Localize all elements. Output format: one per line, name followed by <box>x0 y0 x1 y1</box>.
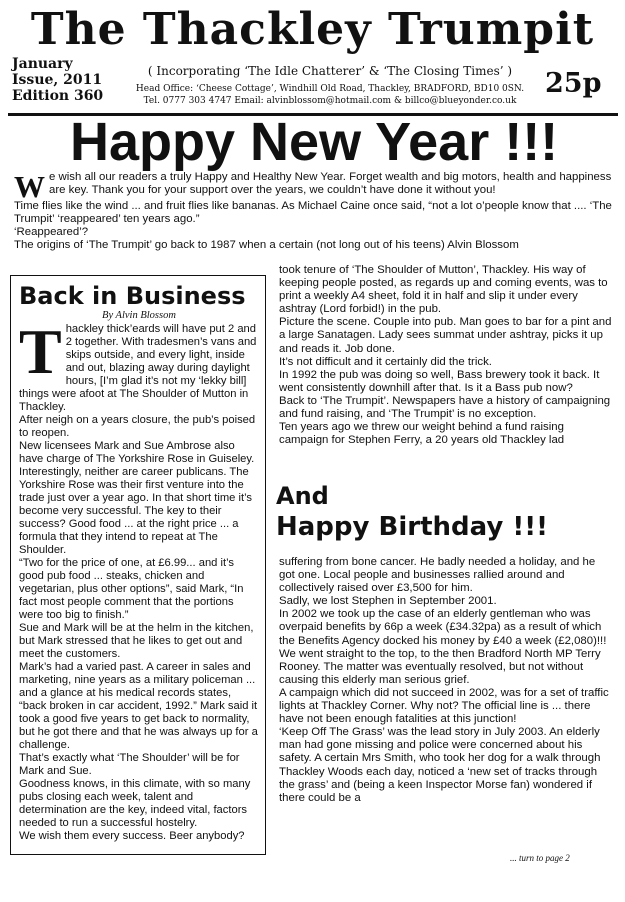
box-dropcap: T <box>19 316 62 387</box>
intro-text <box>14 171 614 252</box>
article-paragraph: suffering from bone cancer. He badly needed a holiday, and he got one. Local people and businesses rallied around and collectively raised over £3,500 for him. <box>279 556 596 595</box>
main-headline: Happy New Year !!! <box>70 112 559 172</box>
issue-month: January <box>12 56 73 72</box>
masthead-title: The Thackley Trumpit <box>30 4 595 55</box>
turn-to-page: ... turn to page 2 <box>510 853 570 863</box>
box-paragraph: New licensees Mark and Sue Ambrose also have charge of The Yorkshire Rose in Guiseley. Interestingly, neither are career publicans. The Yorkshire Rose was their first venture into the trade just over a year ago. In that short time it’s become very successful. The key to their success? Good food ... at the right price ... a formula that they intend to repeat at The Shoulder. <box>19 440 255 556</box>
article-paragraph: ‘Keep Off The Grass’ was the lead story in July 2003. An elderly man had gone missing and police were concerned about his safety. A certain Mrs Smith, who took her dog for a walk through Thackley Woods each day, noticed a ‘new set of tracks through the grass’ and (being a keen Inspector Morse fan) wondered if there could be a <box>279 726 601 804</box>
intro-paragraph: ‘Reappeared’? <box>14 225 89 238</box>
article-paragraph: A campaign which did not succeed in 2002, was for a set of traffic lights at Thackley Corner. Why not? The official line is ... there have not been enough fatalities at this junction! <box>279 686 609 726</box>
article-paragraph: Sadly, we lost Stephen in September 2001. <box>279 595 497 608</box>
contact-details: Tel. 0777 303 4747 Email: alvinblossom@hotmail.com & billco@blueyonder.co.uk <box>143 96 517 106</box>
article-paragraph: It’s not difficult and it certainly did the trick. <box>279 355 492 368</box>
box-paragraph: Mark’s had a varied past. A career in sales and marketing, nine years as a military policeman ... and a glance at his medical records states, “back broken in car accident, 1992.” Mark said it took a good five years to get back to normality, but he got there and that he was always up for a challenge. <box>19 661 258 751</box>
box-paragraph: Sue and Mark will be at the helm in the kitchen, but Mark stressed that he likes to get out and meet the customers. <box>19 622 254 660</box>
article-paragraph: Picture the scene. Couple into pub. Man goes to bar for a pint and a large Sanatagen. Lady sees summat under ashtray, picks it up and reads it. Job done. <box>279 316 612 355</box>
article-paragraph: Ten years ago we threw our weight behind a fund raising campaign for Stephen Ferry, a 20 years old Thackley lad <box>279 421 565 447</box>
back-in-business-box <box>10 275 266 855</box>
article-paragraph: In 1992 the pub was doing so well, Bass brewery took it back. It went consistently downhill after that. Is it a Bass pub now? <box>279 368 600 394</box>
box-byline: By Alvin Blossom <box>102 310 176 321</box>
birthday-subheadline: Happy Birthday !!! <box>276 512 548 542</box>
box-first-text: hackley thick’eards will have put 2 and 2 together. With tradesmen’s vans and skips outside, and every light, inside and out, blazing away during daylight hours, [I’m glad it’s not my ‘lekky bill] things were afoot at The Shoulder of Mutton in Thackley. <box>19 323 257 413</box>
box-paragraph: “Two for the price of one, at £6.99... and it’s good pub food ... steaks, chicken and vegetarian, plus other options”, said Mark, “In fact most people comment that the portions were too big to finish.” <box>19 557 244 621</box>
intro-paragraph: The origins of ‘The Trumpit’ go back to 1987 when a certain (not long out of his teens) Alvin Blossom <box>14 239 519 252</box>
box-paragraph: That’s exactly what ‘The Shoulder’ will be for Mark and Sue. <box>19 752 240 777</box>
cover-price: 25p <box>545 68 602 99</box>
intro-first-text: e wish all our readers a truly Happy and Healthy New Year. Forget wealth and big motors, health and happiness are key. Thank you for your support over the years, we couldn’t have done it without you! <box>49 171 612 197</box>
incorporating-line: ( Incorporating ‘The Idle Chatterer’ & ‘The Closing Times’ ) <box>147 64 513 78</box>
article-paragraph: Back to ‘The Trumpit’. Newspapers have a history of campaigning and fund raising, and ‘The Trumpit’ is no exception. <box>279 394 611 421</box>
article-paragraph: In 2002 we took up the case of an elderly gentleman who was overpaid benefits by 66p a week (£34.32pa) as a result of which the Benefits Agency docked his money by £40 a week (£2,080)!!! <box>279 608 607 647</box>
box-paragraph: We wish them every success. Beer anybody? <box>19 830 245 842</box>
article-paragraph: We went straight to the top, to the then Bradford North MP Terry Rooney. The matter was eventually resolved, but not without causing this elderly man serious grief. <box>279 647 601 686</box>
right-column-bottom <box>279 556 613 805</box>
head-office: Head Office: ‘Cheese Cottage’, Windhill Old Road, Thackley, BRADFORD, BD10 0SN. <box>135 84 525 94</box>
issue-edition: Edition 360 <box>12 88 104 104</box>
and-subheadline: And <box>276 482 329 510</box>
issue-info <box>12 56 122 104</box>
issue-year: Issue, 2011 <box>12 72 103 88</box>
box-title: Back in Business <box>19 282 246 310</box>
box-paragraph: After neigh on a years closure, the pub’s poised to reopen. <box>19 414 256 439</box>
intro-dropcap: W <box>14 169 45 204</box>
office-details <box>120 83 540 107</box>
intro-first-paragraph <box>14 169 614 204</box>
box-body <box>19 316 259 843</box>
box-first-paragraph <box>19 316 259 414</box>
right-column-top <box>279 264 613 447</box>
article-paragraph: took tenure of ‘The Shoulder of Mutton’, Thackley. His way of keeping people posted, as regards up and coming events, was to print a weekly A4 sheet, fold it in half and slip it under every ashtray (Lord forbid!) in the pub. <box>279 264 608 316</box>
intro-paragraph: Time flies like the wind ... and fruit flies like bananas. As Michael Caine once said, “not a lot o’people know that .... ‘The Trumpit’ ‘reappeared’ ten years ago.” <box>14 199 612 225</box>
box-paragraph: Goodness knows, in this climate, with so many pubs closing each week, talent and determination are the key, indeed vital, factors needed to run a successful hostelry. <box>19 778 251 829</box>
